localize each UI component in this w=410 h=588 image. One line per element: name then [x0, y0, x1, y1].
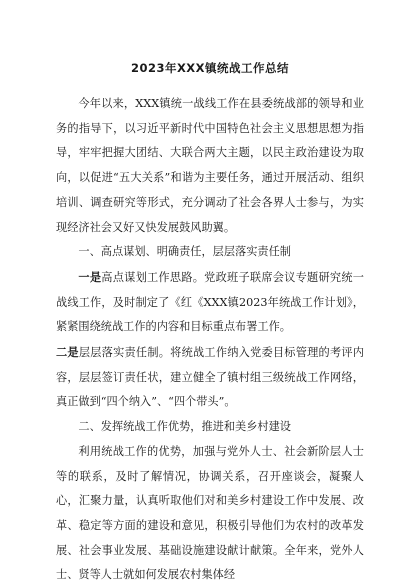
paragraph-text: 层层落实责任制。将统战工作纳入党委目标管理的考评内容，层层签订责任状，建立健全了镇村组三级统战工作网络，真正做到“四个纳入”、“四个带头”。 [56, 346, 364, 409]
document-body [56, 92, 364, 588]
paragraph-text: 高点谋划工作思路。党政班子联席会议专题研究统一战线工作，及时制定了《红《XXX镇2023年统战工作计划》，紧紧围绕统战工作的内容和目标重点布署工作。 [56, 270, 364, 334]
paragraph-text: 利用统战工作的优势，加强与党外人士、社会新阶层人士等的联系，及时了解情况，协调关系，召开座谈会，凝聚人心，汇聚力量，认真听取他们对和美乡村建设工作中发展、改革、稳定等方面的建设和意见，积极引导他们为农村的改革发展、社会事业发展、基础设施建设献计献策。全年来，党外人士、贤等人士就如何发展农村集体经 [56, 444, 364, 582]
intro-paragraph [56, 92, 364, 240]
point-lead: 二是 [56, 345, 79, 360]
heading-text: 二、发挥统战工作优势，推进和美乡村建设 [78, 420, 291, 434]
point-lead: 一是 [78, 269, 102, 284]
point-paragraph-1 [56, 265, 364, 340]
heading-text: 一、高点谋划、明确责任，层层落实责任制 [78, 245, 291, 259]
paragraph-text: 今年以来，XXX镇统一战线工作在县委统战部的领导和业务的指导下，以习近平新时代中国特色社会主义思想思想为指导，牢牢把握大团结、大联合两大主题，以民主政治建设为取向，以促进“五大关系”和谐为主要任务，通过开展活动、组织培训、调查研究等形式，充分调动了社会各界人士参与，为实现经济社会又好又快发展鼓风助翼。 [56, 97, 364, 234]
section-heading-2 [56, 415, 364, 440]
document-title: 2023年XXX镇统战工作总结 [130, 61, 290, 75]
section-2-paragraph [56, 440, 364, 588]
section-heading-1 [56, 240, 364, 265]
point-paragraph-2 [56, 340, 364, 415]
